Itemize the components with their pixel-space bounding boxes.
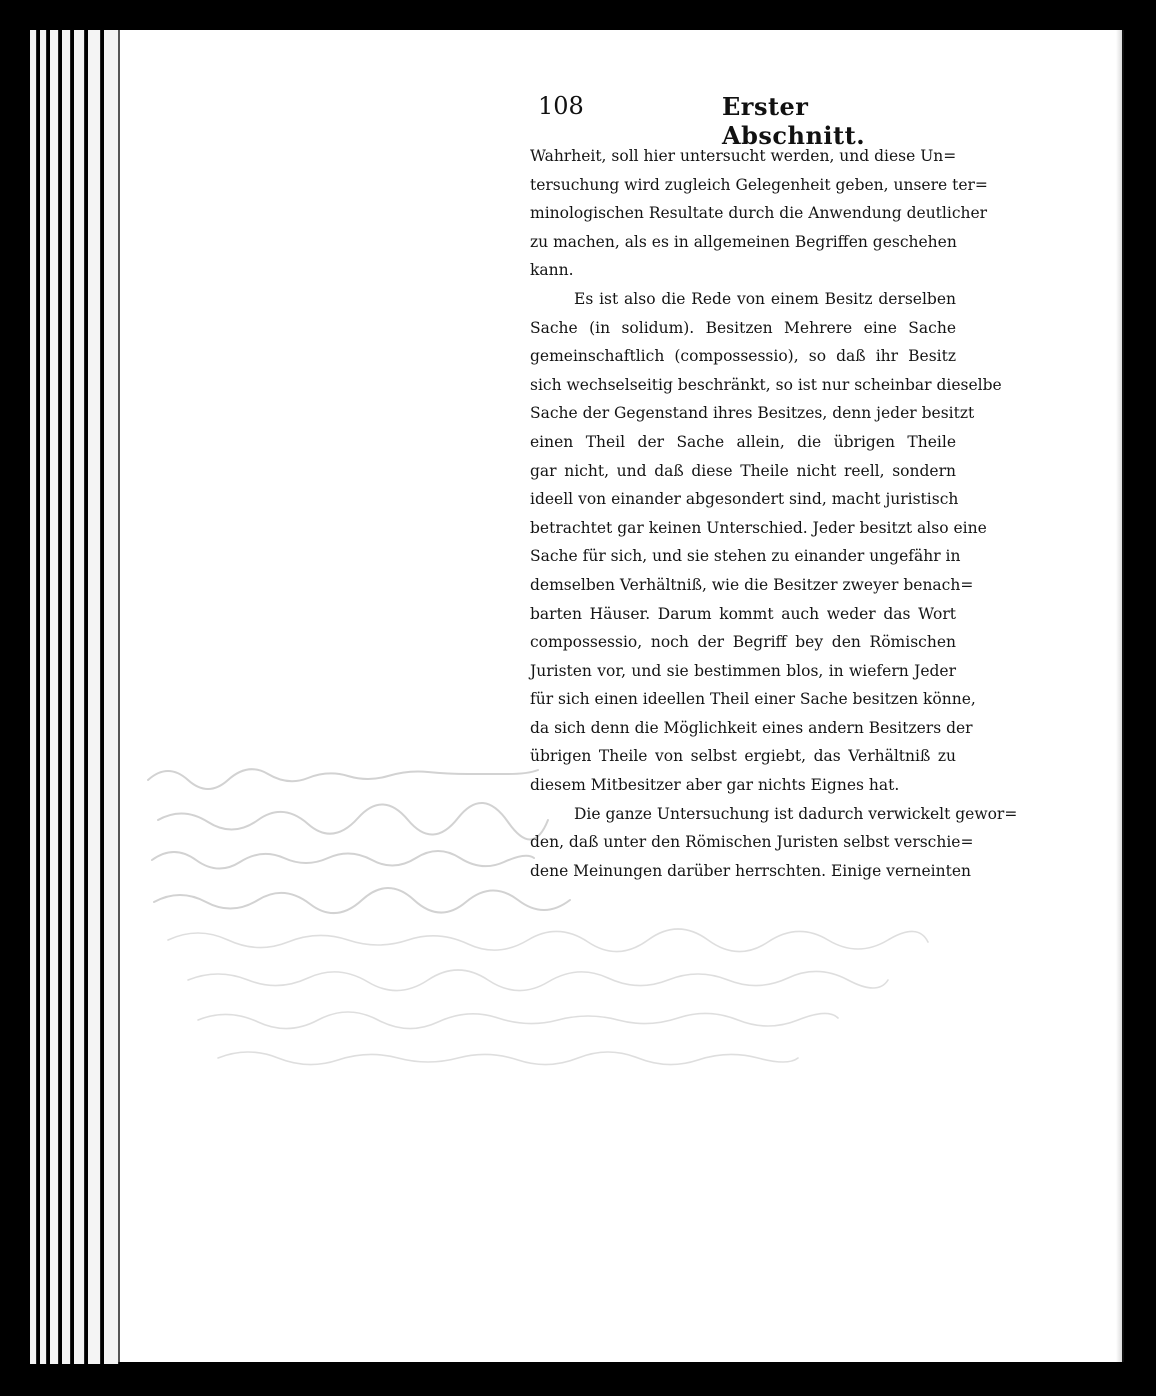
page-edges [30,30,126,1364]
text-line: minologischen Resultate durch die Anwendung deutlicher [530,204,988,223]
text-line: Es ist also die Rede von einem Besitz derselben [574,289,956,308]
text-line: Sache (in solidum). Besitzen Mehrere eine Sache [530,318,956,337]
text-line: Die ganze Untersuchung ist dadurch verwickelt gewor= [574,804,1018,823]
paragraph [530,285,1002,800]
text-line: Wahrheit, soll hier untersucht werden, und diese Un= [530,147,957,165]
text-line: zu machen, als es in allgemeinen Begriffen geschehen [530,232,957,251]
text-line: kann. [530,261,574,280]
text-line: den, daß unter den Römischen Juristen selbst verschie= [530,833,974,852]
page-edge [50,30,59,1364]
text-line: Juristen vor, und sie bestimmen blos, in wiefern Jeder [530,661,956,680]
page-edge [74,30,85,1364]
page-edge [40,30,47,1364]
page-edge [104,30,119,1364]
text-line: tersuchung wird zugleich Gelegenheit geben, unsere ter= [530,175,988,194]
text-line: compossessio, noch der Begriff bey den Römischen [530,633,956,652]
text-line: barten Häuser. Darum kommt auch weder das Wort [530,604,956,623]
chapter-title: Erster Abschnitt. [722,92,866,150]
text-line: einen Theil der Sache allein, die übrigen Theile [530,432,956,451]
body-text [530,142,1018,885]
text-line: betrachtet gar keinen Unterschied. Jeder besitzt also eine [530,518,987,537]
text-line: Sache für sich, und sie stehen zu einander ungefähr in [530,547,961,566]
text-line: gar nicht, und daß diese Theile nicht reell, sondern [530,461,956,480]
page-edge [88,30,101,1364]
page-edge [30,30,37,1364]
text-line: Sache der Gegenstand ihres Besitzes, denn jeder besitzt [530,404,975,423]
paragraph [530,800,1018,886]
text-line: diesem Mitbesitzer aber gar nichts Eignes hat. [530,776,900,795]
text-line: gemeinschaftlich (compossessio), so daß ihr Besitz [530,347,956,366]
text-line: da sich denn die Möglichkeit eines andern Besitzers der [530,718,973,737]
text-line: demselben Verhältniß, wie die Besitzer zweyer benach= [530,575,974,594]
paragraph [530,142,988,285]
running-head [538,92,960,150]
text-line: dene Meinungen darüber herrschten. Einige verneinten [530,861,972,880]
text-line: übrigen Theile von selbst ergiebt, das Verhältniß zu [530,747,956,766]
page-number: 108 [538,92,584,120]
text-line: für sich einen ideellen Theil einer Sache besitzen könne, [530,690,976,709]
text-line: sich wechselseitig beschränkt, so ist nur scheinbar dieselbe [530,375,1002,394]
text-line: ideell von einander abgesondert sind, macht juristisch [530,490,959,509]
page-edge [62,30,71,1364]
